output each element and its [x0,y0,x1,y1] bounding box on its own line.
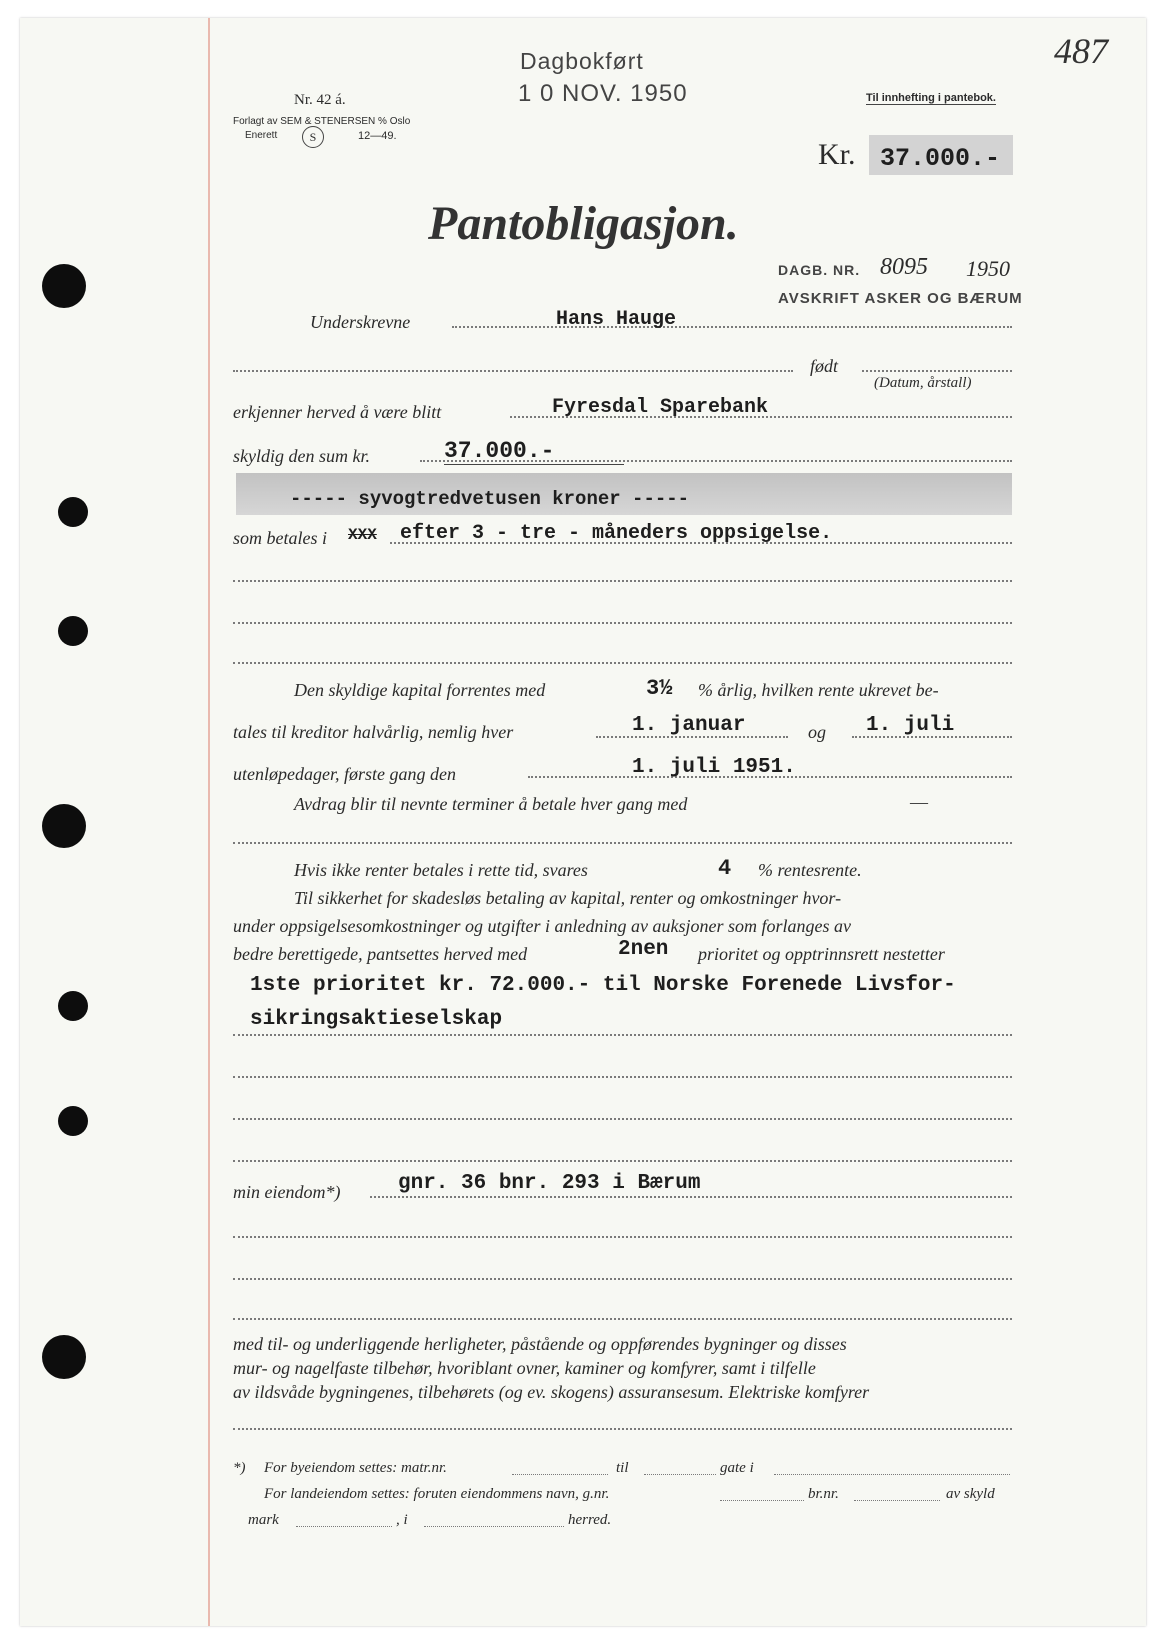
interest-text: Den skyldige kapital forrentes med [294,680,546,700]
sum-label: skyldig den sum kr. [233,446,370,466]
amount-value: 37.000.- [880,144,1001,173]
dotted-line [233,1318,1012,1320]
footnote-text: av skyld [946,1486,995,1502]
prior-mortgage-line: 1ste prioritet kr. 72.000.- til Norske Forenede Livsfor- [250,974,956,997]
footnote-text: For landeiendom settes: foruten eiendommens navn, g.nr. [264,1486,610,1502]
publisher-line: Forlagt av SEM & STENERSEN % Oslo [233,116,411,127]
footnote-text: br.nr. [808,1486,839,1502]
footnote-text: For byeiendom settes: matr.nr. [264,1460,447,1476]
publisher-code: 12—49. [358,130,397,142]
interest-text-b: % årlig, hvilken rente ukrevet be- [698,680,939,700]
dotted-line [233,1034,1012,1036]
dotted-line [862,370,1012,372]
dotted-line [233,1076,1012,1078]
binder-hole [58,616,88,646]
dotted-line [233,1118,1012,1120]
halfyear-text: tales til kreditor halvårlig, nemlig hver [233,722,514,742]
payable-label: som betales i [233,528,327,548]
dotted-line [774,1474,1010,1475]
dotted-line [233,842,1012,844]
dotted-line [233,580,1012,582]
attach-note: Til innhefting i pantebok. [866,92,996,104]
dotted-line [233,662,1012,664]
installment-text: Avdrag blir til nevnte terminer å betale hver gang med [294,794,688,814]
creditor-value: Fyresdal Sparebank [552,396,769,419]
footnote-text: herred. [568,1512,612,1528]
binder-hole [42,264,86,308]
binder-hole [58,991,88,1021]
dagb-label: DAGB. NR. [778,262,861,278]
dagbokfort-stamp: Dagbokført [520,48,644,74]
footnote-text: til [616,1460,629,1476]
default-rate: 4 [718,856,732,881]
binder-hole [58,1106,88,1136]
undersigned-label: Underskrevne [310,312,411,332]
dotted-line [233,370,793,372]
born-hint: (Datum, årstall) [874,375,972,391]
sum-value: 37.000.- [444,438,624,465]
security-line: Til sikkerhet for skadesløs betaling av kapital, renter og omkostninger hvor- [294,888,842,908]
prior-mortgage-line: sikringsaktieselskap [250,1008,503,1031]
footnote-text: gate i [720,1460,754,1476]
binder-hole [42,804,86,848]
dotted-line [424,1526,564,1527]
dotted-line [720,1500,804,1501]
dagb-avskrift: AVSKRIFT ASKER OG BÆRUM [778,290,1023,307]
dotted-line [512,1474,608,1475]
dotted-line [296,1526,392,1527]
creditor-label: erkjenner herved å være blitt [233,402,442,422]
document-title: Pantobligasjon. [428,197,739,250]
dotted-line [644,1474,716,1475]
default-text: Hvis ikke renter betales i rette tid, svares [294,860,588,880]
amount-words: ----- syvogtredvetusen kroner ----- [290,488,690,510]
footnote-text: , i [396,1512,408,1528]
undersigned-value: Hans Hauge [556,308,677,331]
born-label: født [810,356,839,376]
dotted-line [233,1278,1012,1280]
interest-rate: 3½ [646,676,673,701]
binder-hole [58,497,88,527]
dagb-number: 8095 [880,254,928,280]
dotted-line [233,1160,1012,1162]
amount-label: Kr. [818,138,856,171]
payable-value: efter 3 - tre - måneders oppsigelse. [400,522,833,545]
term2-value: 1. juli [866,714,955,737]
dotted-line [233,622,1012,624]
publisher-seal-icon: S [302,126,324,148]
dotted-line [233,1428,1012,1430]
dagb-year: 1950 [966,256,1010,281]
dotted-line [370,1196,1012,1198]
binder-hole [42,1335,86,1379]
property-label: min eiendom*) [233,1182,341,1202]
term1-value: 1. januar [632,714,746,737]
dotted-line [233,1236,1012,1238]
appurtenance-line: med til- og underliggende herligheter, påstående og oppførendes bygninger og disses [233,1334,847,1354]
dotted-line [854,1500,940,1501]
property-value: gnr. 36 bnr. 293 i Bærum [398,1172,701,1195]
margin-rule [208,18,210,1626]
default-text-b: % rentesrente. [758,860,862,880]
form-number: Nr. 42 á. [294,92,346,108]
footnote-star: *) [233,1460,246,1476]
payable-struck: XXX [348,526,377,544]
page-number: 487 [1054,31,1108,71]
dagbokfort-date: 1 0 NOV. 1950 [518,80,688,107]
security-line: bedre berettigede, pantsettes herved med [233,944,528,964]
security-line: under oppsigelsesomkostninger og utgifter i anledning av auksjoner som forlanges av [233,916,851,936]
first-date-value: 1. juli 1951. [632,756,796,779]
appurtenance-line: av ildsvåde bygningenes, tilbehørets (og ev. skogens) assuransesum. Elektriske komfyrer [233,1382,870,1402]
dotted-line [452,326,1012,328]
security-line: prioritet og opptrinnsrett nestetter [698,944,945,964]
and-label: og [808,722,826,742]
publisher-enerett: Enerett [245,130,278,141]
footnote-text: mark [248,1512,279,1528]
first-date-text: utenløpedager, første gang den [233,764,456,784]
installment-value: — [910,792,928,812]
appurtenance-line: mur- og nagelfaste tilbehør, hvoriblant ovner, kaminer og komfyrer, samt i tilfelle [233,1358,816,1378]
priority-value: 2nen [618,938,669,961]
